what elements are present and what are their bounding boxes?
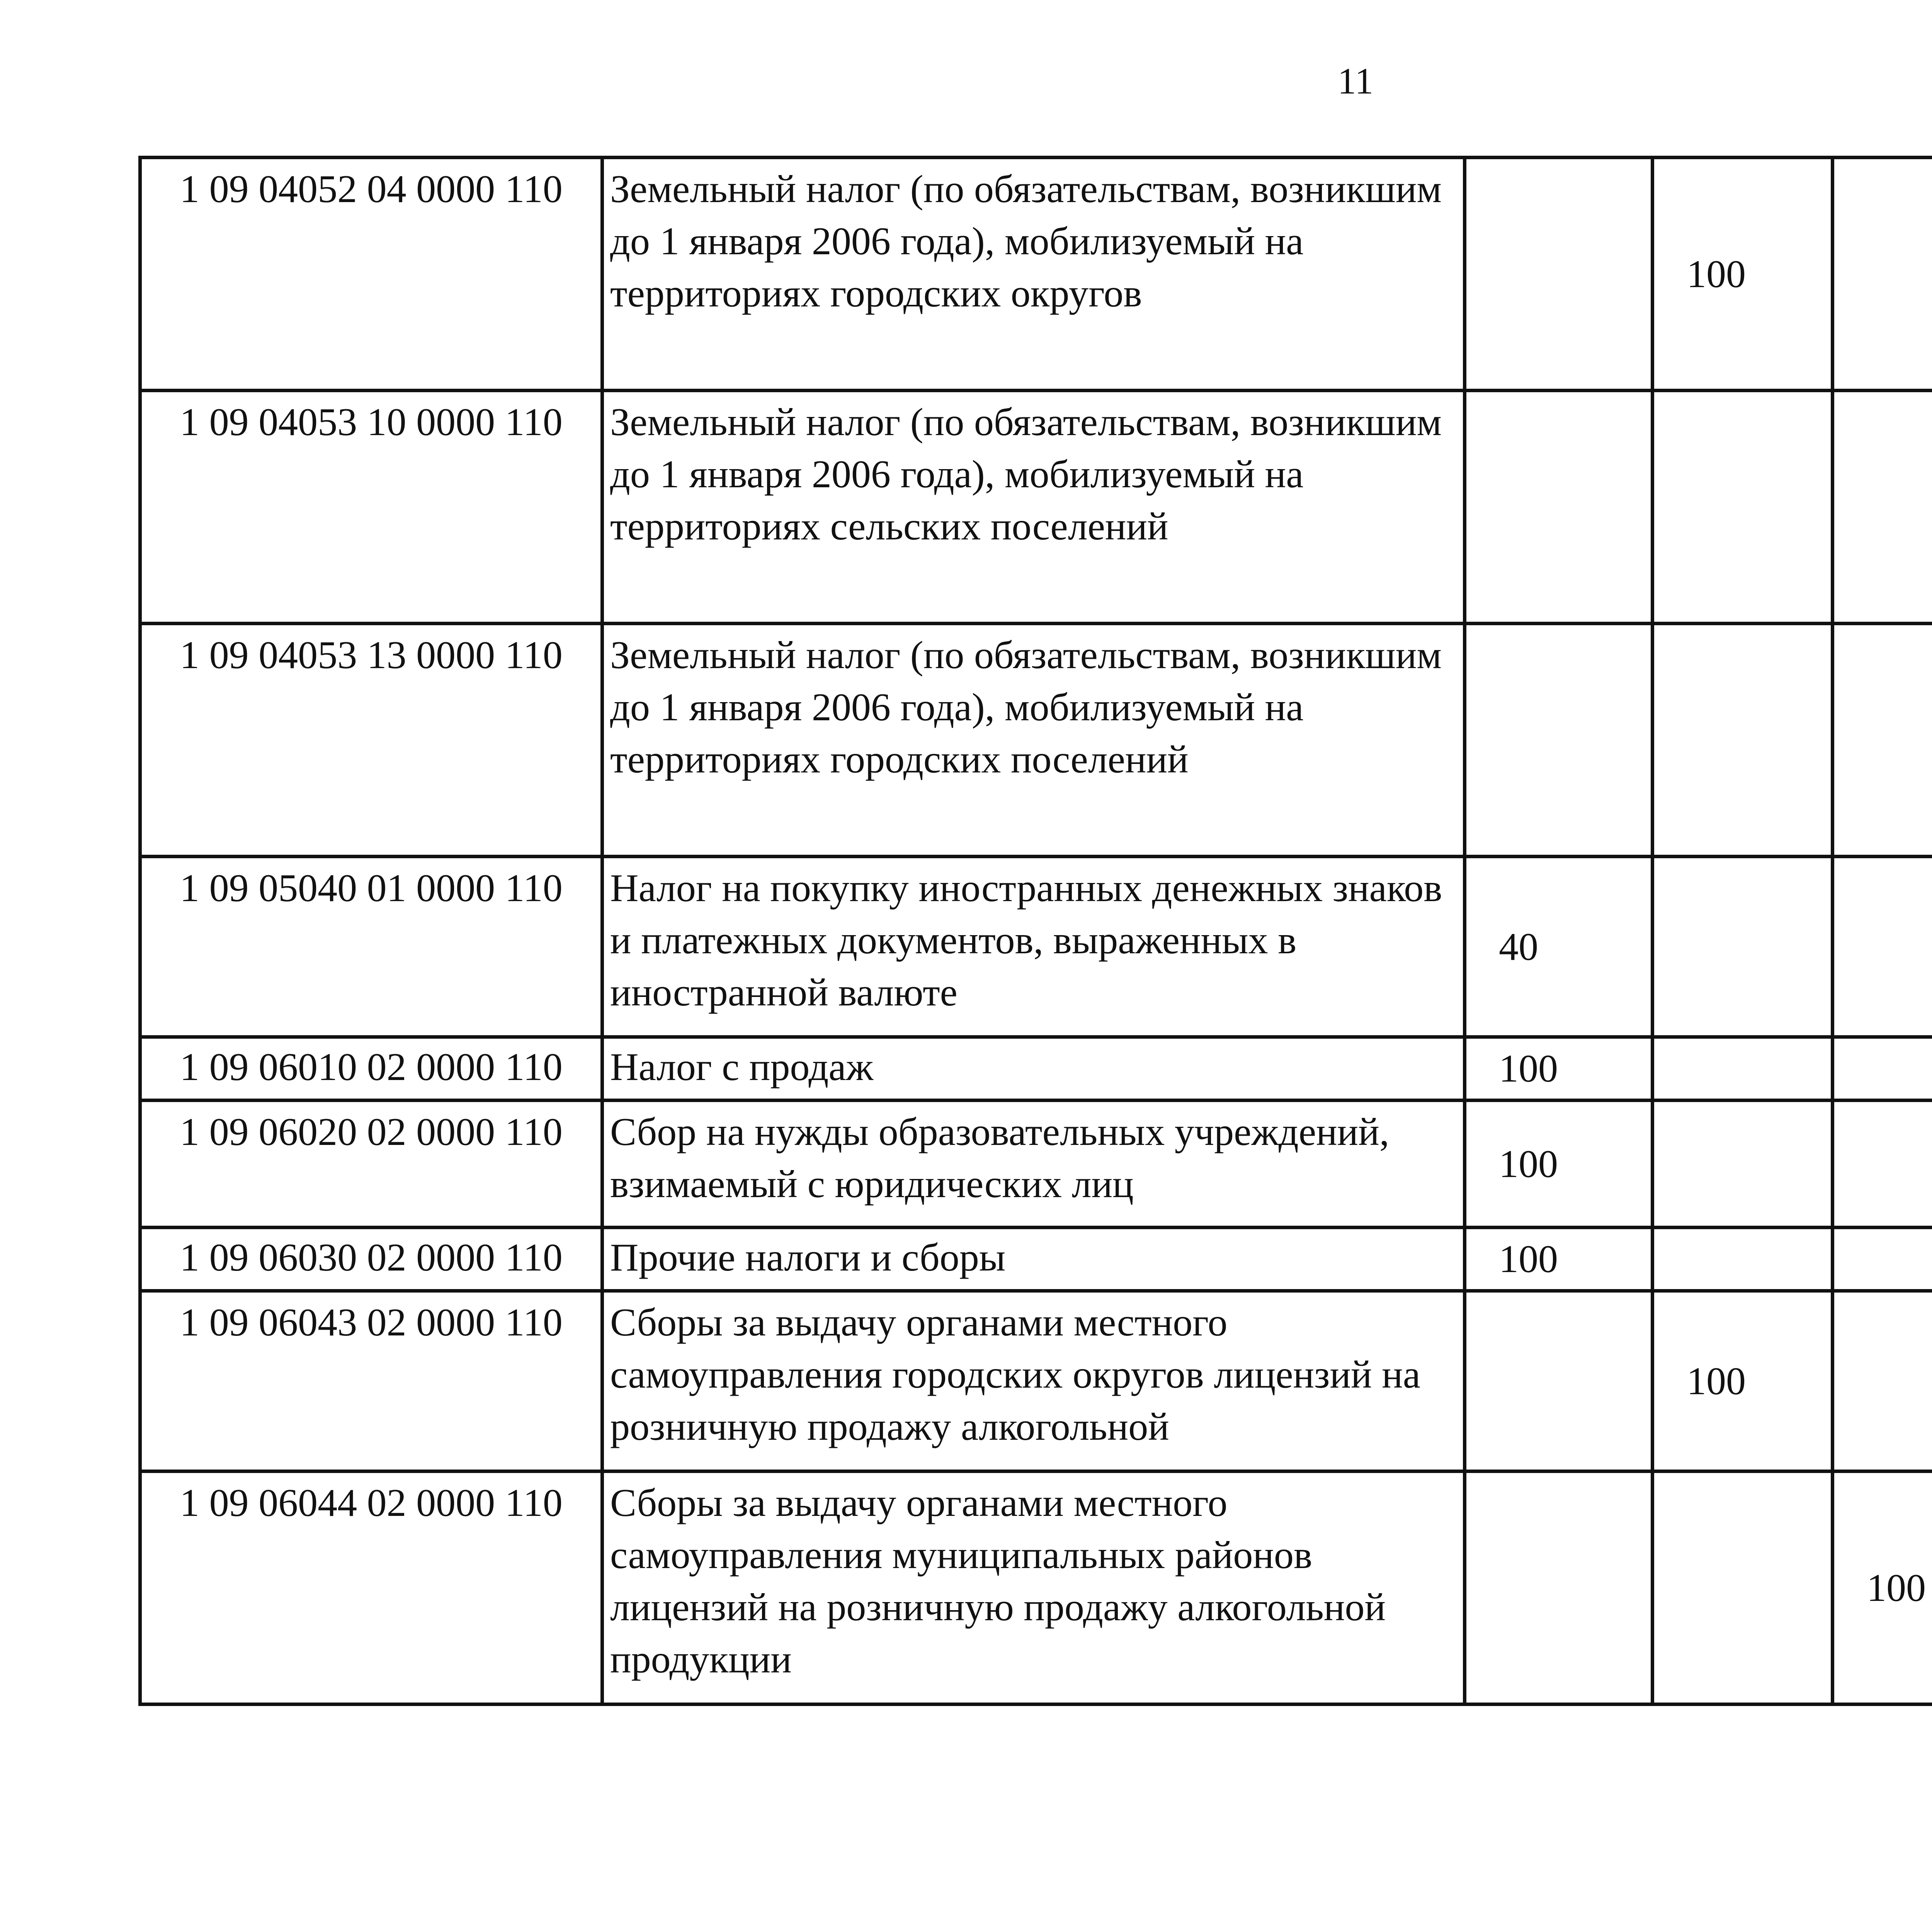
table-row bbox=[140, 1291, 1932, 1471]
value-cell bbox=[1653, 1471, 1833, 1704]
value-cell bbox=[1833, 1228, 1932, 1291]
value-cell bbox=[1833, 158, 1932, 391]
value-cell bbox=[1465, 158, 1653, 391]
table-row bbox=[140, 1037, 1932, 1101]
value-cell bbox=[1653, 391, 1833, 624]
value-cell bbox=[1833, 624, 1932, 857]
budget-code-cell: 1 09 05040 01 0000 110 bbox=[140, 857, 602, 1037]
revenue-name-cell: Земельный налог (по обязательствам, возникшим до 1 января 2006 года), мобилизуемый на территориях сельских поселений bbox=[602, 391, 1465, 624]
value-cell: 40 bbox=[1465, 857, 1653, 1037]
revenue-name-cell: Сборы за выдачу органами местного самоуправления муниципальных районов лицензий на розничную продажу алкогольной продукции bbox=[602, 1471, 1465, 1704]
value-cell bbox=[1653, 1037, 1833, 1101]
budget-code-cell: 1 09 06043 02 0000 110 bbox=[140, 1291, 602, 1471]
value-cell bbox=[1653, 1228, 1833, 1291]
revenue-name-cell: Налог с продаж bbox=[602, 1037, 1465, 1101]
budget-code-cell: 1 09 06044 02 0000 110 bbox=[140, 1471, 602, 1704]
value-cell: 100 bbox=[1653, 1291, 1833, 1471]
value-cell: 100 bbox=[1465, 1037, 1653, 1101]
value-cell: 100 bbox=[1465, 1101, 1653, 1228]
revenue-name-cell: Земельный налог (по обязательствам, возникшим до 1 января 2006 года), мобилизуемый на территориях городских округов bbox=[602, 158, 1465, 391]
value-cell bbox=[1465, 391, 1653, 624]
budget-code-cell: 1 09 04053 13 0000 110 bbox=[140, 624, 602, 857]
value-cell: 100 bbox=[1653, 158, 1833, 391]
revenue-name-cell: Прочие налоги и сборы bbox=[602, 1228, 1465, 1291]
value-cell bbox=[1653, 1101, 1833, 1228]
value-cell bbox=[1833, 1101, 1932, 1228]
budget-code-cell: 1 09 06020 02 0000 110 bbox=[140, 1101, 602, 1228]
table-row bbox=[140, 857, 1932, 1037]
revenue-name-cell: Сборы за выдачу органами местного самоуправления городских округов лицензий на розничную продажу алкогольной bbox=[602, 1291, 1465, 1471]
value-cell bbox=[1653, 624, 1833, 857]
table-row bbox=[140, 391, 1932, 624]
table-row bbox=[140, 1101, 1932, 1228]
value-cell bbox=[1465, 624, 1653, 857]
table-row bbox=[140, 1228, 1932, 1291]
value-cell: 100 bbox=[1833, 1471, 1932, 1704]
budget-code-cell: 1 09 06030 02 0000 110 bbox=[140, 1228, 602, 1291]
value-cell bbox=[1833, 391, 1932, 624]
value-cell bbox=[1653, 857, 1833, 1037]
value-cell bbox=[1465, 1291, 1653, 1471]
value-cell bbox=[1833, 1037, 1932, 1101]
table-row bbox=[140, 624, 1932, 857]
table-row bbox=[140, 158, 1932, 391]
revenue-distribution-table bbox=[138, 156, 1932, 1706]
budget-code-cell: 1 09 06010 02 0000 110 bbox=[140, 1037, 602, 1101]
revenue-name-cell: Земельный налог (по обязательствам, возникшим до 1 января 2006 года), мобилизуемый на территориях городских поселений bbox=[602, 624, 1465, 857]
value-cell: 100 bbox=[1465, 1228, 1653, 1291]
page-number: 11 bbox=[1337, 60, 1374, 102]
revenue-name-cell: Сбор на нужды образовательных учреждений, взимаемый с юридических лиц bbox=[602, 1101, 1465, 1228]
revenue-name-cell: Налог на покупку иностранных денежных знаков и платежных документов, выраженных в иностранной валюте bbox=[602, 857, 1465, 1037]
value-cell bbox=[1833, 857, 1932, 1037]
budget-code-cell: 1 09 04053 10 0000 110 bbox=[140, 391, 602, 624]
table-row bbox=[140, 1471, 1932, 1704]
value-cell bbox=[1465, 1471, 1653, 1704]
value-cell bbox=[1833, 1291, 1932, 1471]
budget-code-cell: 1 09 04052 04 0000 110 bbox=[140, 158, 602, 391]
